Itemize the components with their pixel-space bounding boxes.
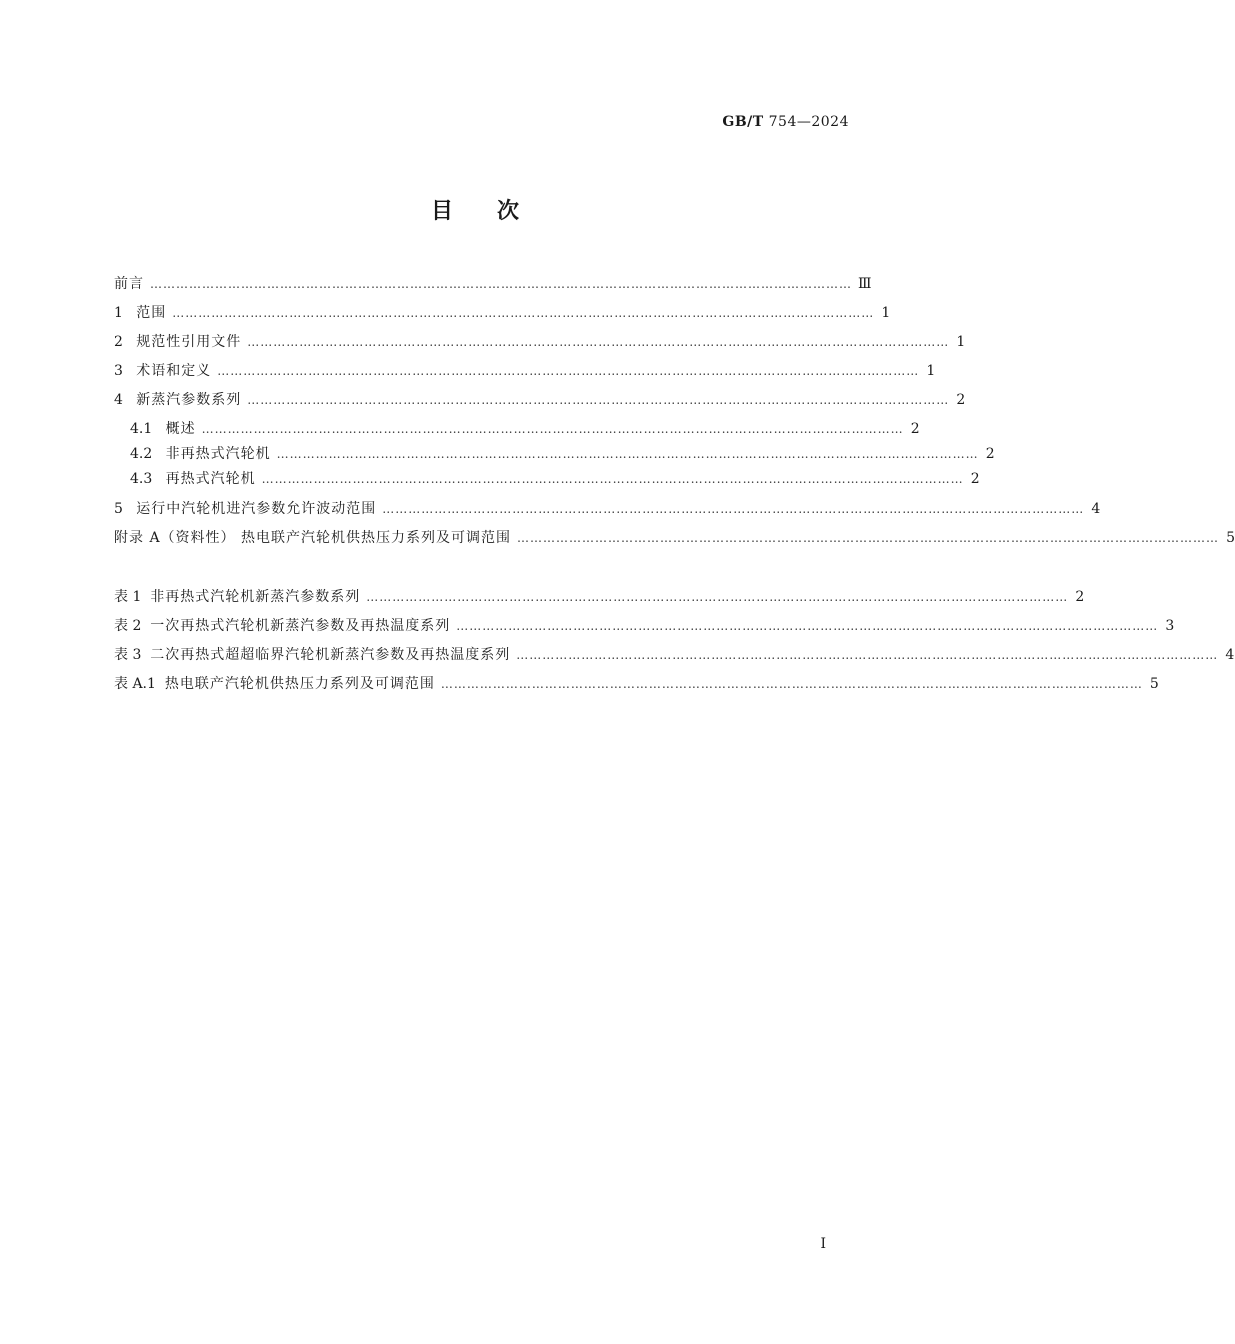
toc-entry-number: 4.2 — [130, 446, 153, 462]
toc-table-page: 2 — [1075, 589, 1085, 605]
standard-code-number: 754—2024 — [763, 114, 849, 130]
toc-entry-page: 2 — [985, 446, 995, 462]
toc-leader-dots: ……………………………………………………………………………………………………………………………………………… — [201, 422, 904, 436]
toc-table-3[interactable] — [114, 643, 1235, 667]
toc-entry-number: 5 — [114, 501, 123, 517]
toc-entry-label: 范围 — [136, 305, 167, 321]
toc-entry-page: 1 — [956, 334, 966, 350]
toc-entry-page: 2 — [970, 471, 980, 487]
toc-entry-label: 前言 — [114, 276, 144, 292]
toc-entry-label: 概述 — [165, 421, 196, 437]
toc-table-page: 5 — [1149, 676, 1159, 692]
toc-leader-dots: ……………………………………………………………………………………………………………………………………………… — [456, 619, 1159, 633]
toc-table-number: 表 A.1 — [114, 676, 156, 692]
toc-entry-label: 新蒸汽参数系列 — [136, 392, 242, 408]
toc-table-number: 表 1 — [114, 589, 142, 605]
toc-entry-steam-parameters[interactable] — [114, 388, 966, 412]
page-header — [722, 114, 849, 130]
toc-entry-annex-a[interactable] — [114, 526, 1235, 550]
toc-leader-dots: ……………………………………………………………………………………………………………………………………………… — [247, 393, 950, 407]
toc-entry-page: 1 — [926, 363, 936, 379]
toc-table-label: 二次再热式超超临界汽轮机新蒸汽参数及再热温度系列 — [150, 647, 511, 663]
toc-table-label: 非再热式汽轮机新蒸汽参数系列 — [150, 589, 361, 605]
standard-code-prefix: GB/T — [722, 114, 764, 130]
toc-entry-number: 1 — [114, 305, 123, 321]
toc-table-page: 4 — [1225, 647, 1235, 663]
toc-title: 目次 — [430, 199, 563, 224]
toc-leader-dots: ……………………………………………………………………………………………………………………………………………… — [261, 472, 964, 486]
toc-entry-page: 1 — [881, 305, 891, 321]
toc-entry-terms[interactable] — [114, 359, 936, 383]
toc-entry-number: 3 — [114, 363, 123, 379]
toc-leader-dots: ……………………………………………………………………………………………………………………………………………… — [247, 335, 950, 349]
toc-table-page: 3 — [1165, 618, 1175, 634]
toc-entry-overview[interactable] — [130, 417, 920, 441]
toc-entry-reheat[interactable] — [130, 467, 980, 491]
toc-entry-scope[interactable] — [114, 301, 891, 325]
page-number: Ⅰ — [820, 1236, 826, 1252]
toc-table-2[interactable] — [114, 614, 1175, 638]
toc-entry-page: 2 — [956, 392, 966, 408]
toc-entry-label: 术语和定义 — [136, 363, 212, 379]
toc-leader-dots: ……………………………………………………………………………………………………………………………………………… — [172, 306, 875, 320]
toc-entry-label: 再热式汽轮机 — [165, 471, 256, 487]
toc-entry-number: 4.3 — [130, 471, 153, 487]
toc-entry-label: 非再热式汽轮机 — [165, 446, 271, 462]
toc-entry-number: 4.1 — [130, 421, 153, 437]
toc-entry-page: 2 — [910, 421, 920, 437]
toc-entry-non-reheat[interactable] — [130, 442, 995, 466]
toc-leader-dots: ……………………………………………………………………………………………………………………………………………… — [517, 531, 1220, 545]
toc-leader-dots: ……………………………………………………………………………………………………………………………………………… — [366, 590, 1069, 604]
toc-entry-label: 附录 A（资料性） 热电联产汽轮机供热压力系列及可调范围 — [114, 530, 512, 546]
toc-table-label: 一次再热式汽轮机新蒸汽参数及再热温度系列 — [150, 618, 451, 634]
toc-leader-dots: ……………………………………………………………………………………………………………………………………………… — [276, 447, 979, 461]
toc-leader-dots: ……………………………………………………………………………………………………………………………………………… — [516, 648, 1219, 662]
toc-entry-page: 4 — [1091, 501, 1101, 517]
toc-entry-normative-references[interactable] — [114, 330, 966, 354]
toc-entry-page: Ⅲ — [858, 276, 872, 292]
toc-leader-dots: ……………………………………………………………………………………………………………………………………………… — [150, 277, 852, 291]
toc-table-number: 表 2 — [114, 618, 142, 634]
toc-leader-dots: ……………………………………………………………………………………………………………………………………………… — [382, 502, 1085, 516]
toc-entry-page: 5 — [1226, 530, 1235, 546]
toc-entry-foreword[interactable] — [114, 272, 872, 296]
toc-leader-dots: ……………………………………………………………………………………………………………………………………………… — [217, 364, 920, 378]
toc-entry-number: 2 — [114, 334, 123, 350]
toc-entry-number: 4 — [114, 392, 123, 408]
toc-entry-fluctuation-range[interactable] — [114, 497, 1101, 521]
toc-table-number: 表 3 — [114, 647, 142, 663]
toc-table-a1[interactable] — [114, 672, 1159, 696]
toc-table-label: 热电联产汽轮机供热压力系列及可调范围 — [164, 676, 435, 692]
toc-entry-label: 规范性引用文件 — [136, 334, 242, 350]
toc-table-1[interactable] — [114, 585, 1085, 609]
toc-leader-dots: ……………………………………………………………………………………………………………………………………………… — [440, 677, 1143, 691]
toc-entry-label: 运行中汽轮机进汽参数允许波动范围 — [136, 501, 377, 517]
